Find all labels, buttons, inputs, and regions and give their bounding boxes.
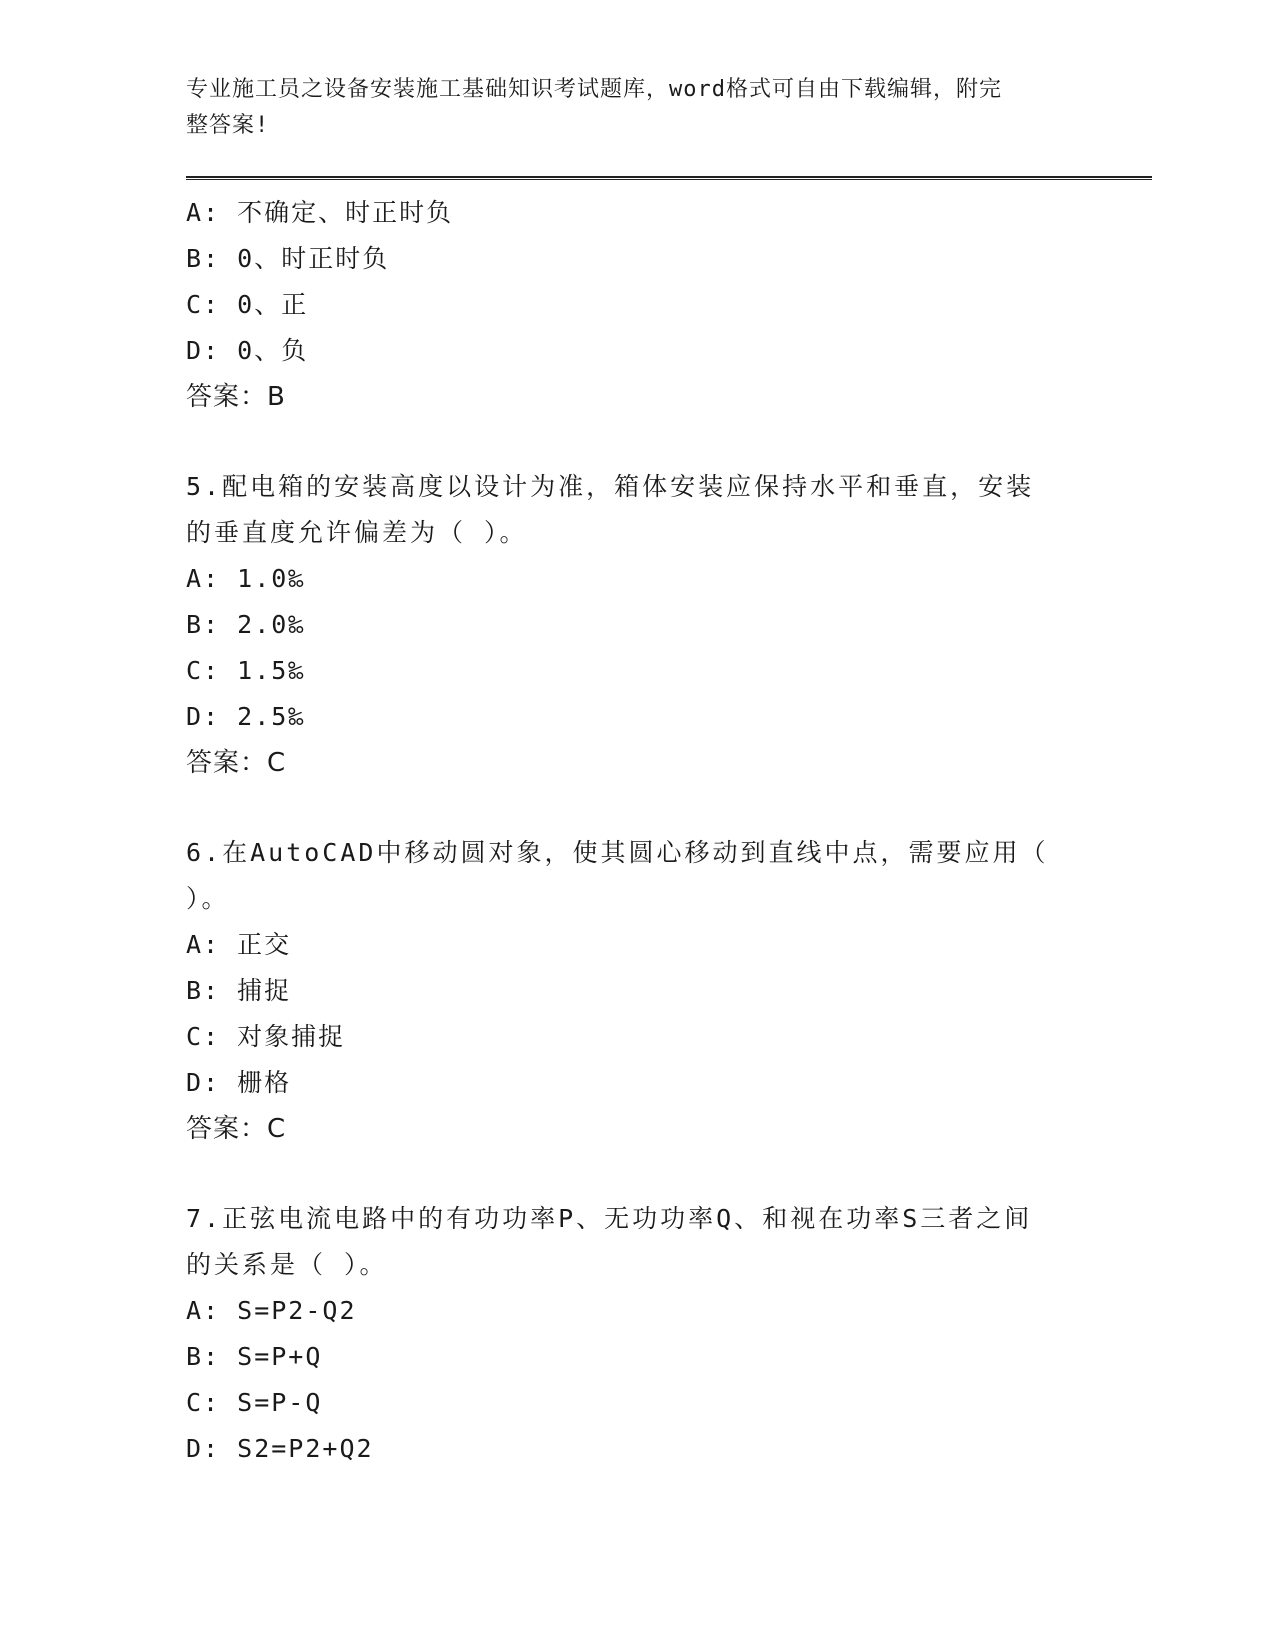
option-b: B: S=P+Q — [186, 1342, 323, 1371]
option-b: B: 0、时正时负 — [186, 244, 390, 273]
option-d: D: 栅格 — [186, 1068, 292, 1097]
question-text-line-2: ）。 — [186, 884, 230, 913]
option-a: A: S=P2-Q2 — [186, 1296, 357, 1325]
question-6 — [186, 830, 1086, 1152]
option-c: C: 对象捕捉 — [186, 1022, 346, 1051]
question-7 — [186, 1196, 1086, 1472]
spacer — [186, 420, 1086, 464]
question-text-line-1: 5.配电箱的安装高度以设计为准，箱体安装应保持水平和垂直，安装 — [186, 472, 1035, 501]
option-d: D: S2=P2+Q2 — [186, 1434, 374, 1463]
option-b: B: 捕捉 — [186, 976, 292, 1005]
question-5 — [186, 464, 1086, 786]
option-c: C: S=P-Q — [186, 1388, 323, 1417]
option-a: A: 1.0‰ — [186, 564, 306, 593]
option-b: B: 2.0‰ — [186, 610, 306, 639]
option-d: D: 0、负 — [186, 336, 309, 365]
option-a: A: 不确定、时正时负 — [186, 198, 454, 227]
header-title-line-1: 专业施工员之设备安装施工基础知识考试题库，word格式可自由下载编辑，附完 — [186, 77, 1002, 102]
option-d: D: 2.5‰ — [186, 702, 306, 731]
question-4-tail — [186, 190, 1086, 420]
question-text-line-2: 的关系是（ ）。 — [186, 1250, 388, 1279]
answer-label: 答案：B — [186, 382, 286, 412]
question-text-line-2: 的垂直度允许偏差为（ ）。 — [186, 518, 528, 547]
question-text-line-1: 6.在AutoCAD中移动圆对象，使其圆心移动到直线中点，需要应用（ — [186, 838, 1049, 867]
option-c: C: 1.5‰ — [186, 656, 306, 685]
question-content — [186, 190, 1086, 1472]
spacer — [186, 1152, 1086, 1196]
document-header — [186, 72, 1066, 144]
answer-label: 答案：C — [186, 1114, 287, 1144]
option-a: A: 正交 — [186, 930, 292, 959]
header-divider — [186, 176, 1152, 180]
header-title-line-2: 整答案! — [186, 113, 270, 138]
answer-label: 答案：C — [186, 748, 287, 778]
spacer — [186, 786, 1086, 830]
question-text-line-1: 7.正弦电流电路中的有功功率P、无功功率Q、和视在功率S三者之间 — [186, 1204, 1033, 1233]
option-c: C: 0、正 — [186, 290, 309, 319]
